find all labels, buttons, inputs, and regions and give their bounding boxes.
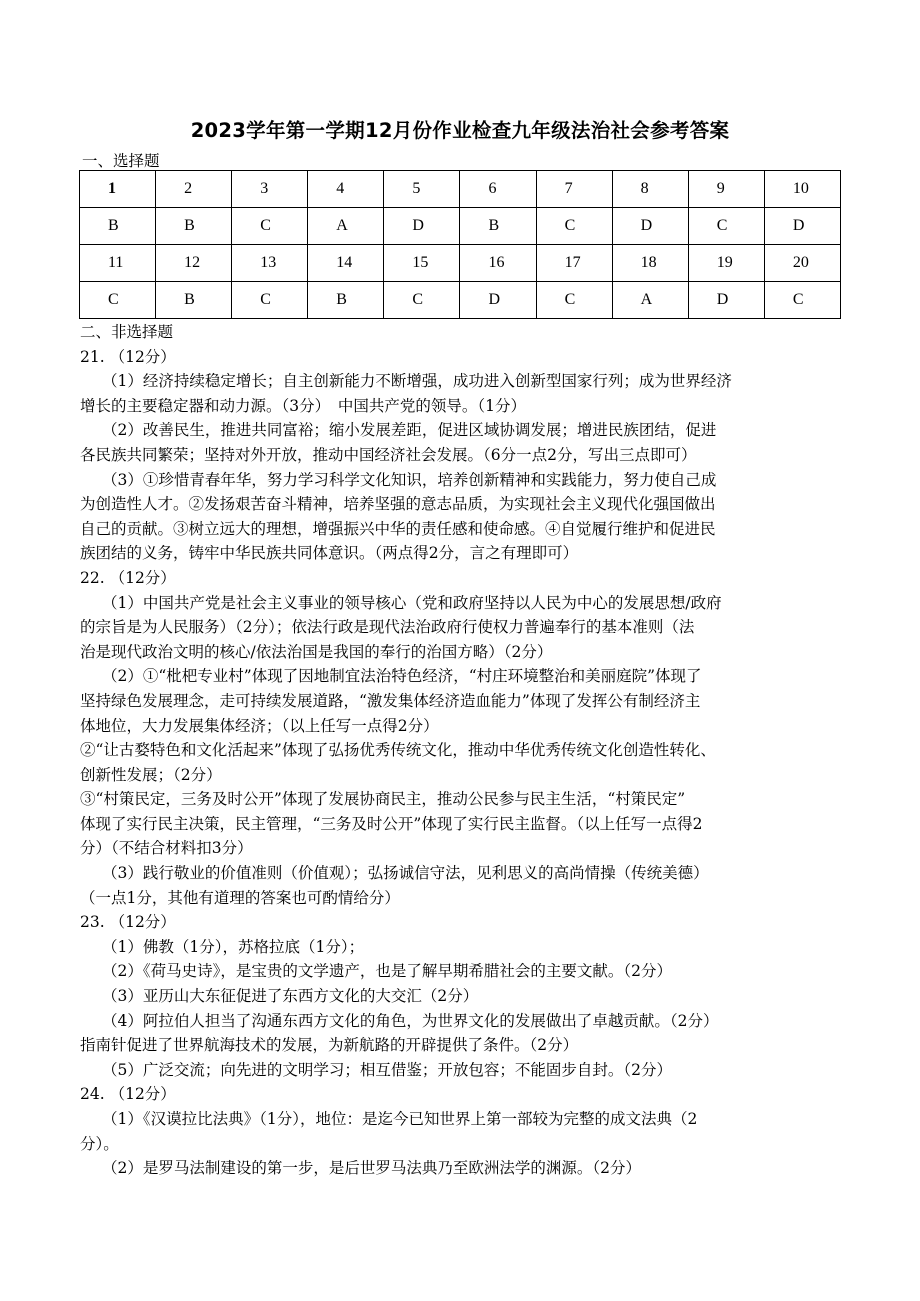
- page-title: 2023学年第一学期12月份作业检查九年级法治社会参考答案: [190, 119, 730, 142]
- table-cell: 10: [764, 171, 840, 208]
- text-line: （1）《汉谟拉比法典》（1分），地位：是迄今已知世界上第一部较为完整的成文法典（2: [102, 1110, 698, 1128]
- table-row: [80, 282, 841, 319]
- text-line: （2）①“枇杷专业村”体现了因地制宜法治特色经济，“村庄环境整治和美丽庭院”体现了: [102, 667, 702, 686]
- table-cell: 3: [232, 171, 308, 208]
- table-cell: A: [612, 282, 688, 319]
- text-line: （5）广泛交流；向先进的文明学习；相互借鉴；开放包容；不能固步自封。（2分）: [102, 1060, 672, 1079]
- table-cell: A: [308, 208, 384, 245]
- table-cell: C: [232, 282, 308, 319]
- text-line: 为创造性人才。②发扬艰苦奋斗精神，培养坚强的意志品质，为实现社会主义现代化强国做出: [80, 495, 716, 514]
- table-cell: B: [156, 208, 232, 245]
- text-line: 自己的贡献。③树立远大的理想，增强振兴中华的责任感和使命感。④自觉履行维护和促进民: [80, 519, 716, 538]
- text-line: ②“让古婺特色和文化活起来”体现了弘扬优秀传统文化，推动中华优秀传统文化创造性转化、: [80, 741, 716, 760]
- text-line: 分）。: [80, 1134, 119, 1153]
- table-cell: C: [80, 282, 156, 319]
- table-cell: B: [156, 282, 232, 319]
- question-header: 22. （12分）: [80, 568, 176, 587]
- question-header: 23. （12分）: [80, 913, 176, 932]
- text-line: 增长的主要稳定器和动力源。（3分） 中国共产党的领导。（1分）: [80, 396, 526, 415]
- question-header: 21. （12分）: [80, 347, 176, 366]
- table-cell: D: [460, 282, 536, 319]
- text-line: （2）是罗马法制建设的第一步，是后世罗马法典乃至欧洲法学的渊源。（2分）: [102, 1159, 641, 1178]
- table-cell: C: [764, 282, 840, 319]
- table-cell: 9: [688, 171, 764, 208]
- table-cell: 2: [156, 171, 232, 208]
- text-line: （一点1分，其他有道理的答案也可酌情给分）: [80, 888, 400, 907]
- table-cell: 8: [612, 171, 688, 208]
- text-line: 各民族共同繁荣；坚持对外开放，推动中国经济社会发展。（6分一点2分，写出三点即可）: [80, 445, 697, 464]
- table-cell: B: [460, 208, 536, 245]
- table-cell: D: [764, 208, 840, 245]
- table-cell: B: [80, 208, 156, 245]
- table-cell: 7: [536, 171, 612, 208]
- question-header: 24. （12分）: [80, 1085, 176, 1104]
- table-cell: 12: [156, 245, 232, 282]
- table-row: [80, 208, 841, 245]
- table-cell: 13: [232, 245, 308, 282]
- text-line: 创新性发展；（2分）: [80, 765, 222, 784]
- table-cell: 20: [764, 245, 840, 282]
- text-line: （3）①珍惜青春年华，努力学习科学文化知识，培养创新精神和实践能力，努力使自己成: [102, 470, 717, 489]
- text-line: （1）佛教（1分），苏格拉底（1分）；: [102, 937, 365, 956]
- text-line: （4）阿拉伯人担当了沟通东西方文化的角色，为世界文化的发展做出了卓越贡献。（2分）: [102, 1011, 719, 1030]
- text-line: 体现了实行民主决策，民主管理，“三务及时公开”体现了实行民主监督。（以上任写一点得2: [80, 814, 703, 833]
- text-line: ③“村策民定，三务及时公开”体现了发展协商民主，推动公民参与民主生活，“村策民定”: [80, 790, 686, 809]
- table-cell: 14: [308, 245, 384, 282]
- table-cell: 11: [80, 245, 156, 282]
- answer-table: [79, 170, 841, 319]
- table-cell: 19: [688, 245, 764, 282]
- table-cell: 4: [308, 171, 384, 208]
- text-line: 治是现代政治文明的核心/依法治国是我国的奉行的治国方略）（2分）: [80, 642, 553, 661]
- text-line: 族团结的义务，铸牢中华民族共同体意识。（两点得2分，言之有理即可）: [80, 544, 579, 563]
- text-line: （2）改善民生，推进共同富裕；缩小发展差距，促进区域协调发展；增进民族团结，促进: [102, 421, 717, 440]
- text-line: 坚持绿色发展理念，走可持续发展道路，“激发集体经济造血能力”体现了发挥公有制经济主: [80, 691, 701, 710]
- table-cell: 1: [80, 171, 156, 208]
- table-cell: C: [384, 282, 460, 319]
- table-cell: D: [688, 282, 764, 319]
- table-cell: 18: [612, 245, 688, 282]
- text-line: （1）经济持续稳定增长；自主创新能力不断增强，成功进入创新型国家行列；成为世界经济: [102, 372, 732, 391]
- table-cell: D: [384, 208, 460, 245]
- table-cell: 5: [384, 171, 460, 208]
- table-row: [80, 171, 841, 208]
- table-cell: 6: [460, 171, 536, 208]
- table-cell: 17: [536, 245, 612, 282]
- table-cell: 16: [460, 245, 536, 282]
- section-heading-choice: 一、选择题: [82, 152, 160, 170]
- answer-text-body: [80, 320, 852, 1181]
- text-line: 的宗旨是为人民服务）（2分）；依法行政是现代法治政府行使权力普遍奉行的基本准则（法: [80, 618, 695, 637]
- text-line: 分）（不结合材料扣3分）: [80, 839, 253, 858]
- text-line: （2）《荷马史诗》，是宝贵的文学遗产，也是了解早期希腊社会的主要文献。（2分）: [102, 962, 672, 981]
- table-row: [80, 245, 841, 282]
- table-cell: C: [232, 208, 308, 245]
- table-cell: C: [536, 208, 612, 245]
- table-cell: C: [536, 282, 612, 319]
- table-cell: 15: [384, 245, 460, 282]
- text-line: 指南针促进了世界航海技术的发展，为新航路的开辟提供了条件。（2分）: [80, 1036, 579, 1055]
- text-line: （3）亚历山大东征促进了东西方文化的大交汇（2分）: [102, 987, 479, 1006]
- text-line: 体地位，大力发展集体经济；（以上任写一点得2分）: [80, 716, 439, 735]
- text-line: （1）中国共产党是社会主义事业的领导核心（党和政府坚持以人民为中心的发展思想/政府: [102, 593, 722, 612]
- section-heading-nonchoice: 二、非选择题: [80, 323, 174, 341]
- table-cell: B: [308, 282, 384, 319]
- table-cell: D: [612, 208, 688, 245]
- table-cell: C: [688, 208, 764, 245]
- text-line: （3）践行敬业的价值准则（价值观）；弘扬诚信守法，见利思义的高尚情操（传统美德）: [102, 864, 709, 883]
